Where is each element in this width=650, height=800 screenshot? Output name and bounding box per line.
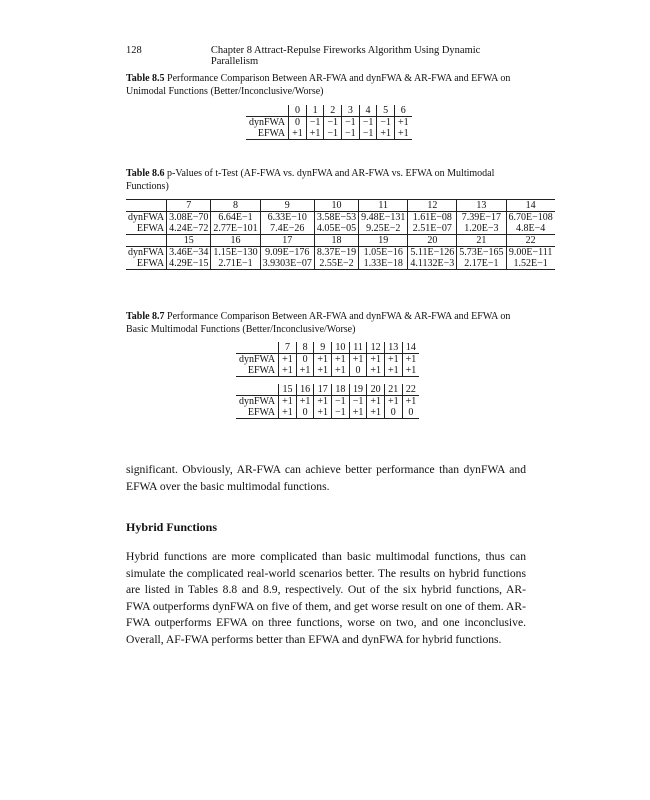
table-cell: +1	[377, 128, 395, 140]
table-cell: 0	[402, 407, 419, 419]
table-cell: +1	[367, 407, 385, 419]
table-cell: +1	[279, 354, 297, 366]
table-8-7-caption	[126, 310, 526, 336]
table-cell: 3.58E−53	[314, 212, 358, 224]
paragraph-conclusion: significant. Obviously, AR-FWA can achieve better performance than dynFWA and EFWA over the basic multimodal functions.	[126, 463, 526, 493]
table-cell: −1	[306, 117, 324, 129]
table-cell: 1.05E−16	[359, 247, 408, 259]
table-cell: +1	[306, 128, 324, 140]
table-8-5-caption	[126, 72, 526, 98]
table-row	[126, 258, 555, 270]
table-8-7	[236, 342, 419, 419]
column-header: 14	[402, 342, 419, 354]
table-cell: 6.33E−10	[260, 212, 314, 224]
table-row	[236, 365, 419, 377]
table-header-row	[236, 342, 419, 354]
paragraph-hybrid-functions: Hybrid functions are more complicated than basic multimodal functions, thus can simulate the complicated real-world scenarios better. The results on hybrid functions are listed in Tables 8.8 and 8.9, respectively. Out of the six hybrid functions, AR-FWA outperforms dynFWA on five of them, and get worse result on one of them. AR-FWA outperforms EFWA on three functions, worse on two, and one inconclusive. Overall, AF-FWA performs better than EFWA and dynFWA for hybrid functions.	[126, 550, 526, 646]
table-cell: 6.70E−108	[506, 212, 555, 224]
row-label: EFWA	[246, 128, 289, 140]
column-header: 3	[342, 105, 360, 117]
table-cell: 9.09E−176	[260, 247, 314, 259]
table-cell: 2.55E−2	[314, 258, 358, 270]
table-8-5	[246, 105, 412, 140]
column-header: 22	[506, 235, 555, 247]
table-cell: 3.46E−34	[167, 247, 211, 259]
table-header-row	[236, 384, 419, 396]
table-cell: −1	[324, 128, 342, 140]
table-cell: +1	[296, 396, 314, 408]
row-label: EFWA	[126, 223, 167, 235]
table-corner-cell	[236, 342, 279, 354]
column-header: 20	[408, 235, 457, 247]
table-cell: 5.73E−165	[457, 247, 506, 259]
table-cell: +1	[402, 354, 419, 366]
table-corner-cell	[126, 200, 167, 212]
column-header: 8	[211, 200, 260, 212]
table-row	[126, 223, 555, 235]
table-8-6	[126, 199, 555, 270]
table-cell: +1	[279, 365, 297, 377]
column-header: 13	[457, 200, 506, 212]
table-cell: −1	[342, 117, 360, 129]
table-cell: 9.48E−131	[359, 212, 408, 224]
table-corner-cell	[246, 105, 289, 117]
table-cell: −1	[359, 117, 377, 129]
table-cell: −1	[332, 396, 350, 408]
column-header: 18	[332, 384, 350, 396]
column-header: 6	[394, 105, 411, 117]
column-header: 18	[314, 235, 358, 247]
table-cell: +1	[279, 396, 297, 408]
table-cell: +1	[349, 407, 367, 419]
table-cell: +1	[394, 128, 411, 140]
column-header: 7	[279, 342, 297, 354]
column-header: 22	[402, 384, 419, 396]
column-header: 20	[367, 384, 385, 396]
table-cell: 2.71E−1	[211, 258, 260, 270]
table-cell: 5.11E−126	[408, 247, 457, 259]
table-cell: +1	[367, 396, 385, 408]
table-cell: 9.00E−111	[506, 247, 555, 259]
table-cell: 3.9303E−07	[260, 258, 314, 270]
table-cell: −1	[359, 128, 377, 140]
table-cell: +1	[402, 365, 419, 377]
table-cell: +1	[394, 117, 411, 129]
table-cell: +1	[332, 354, 350, 366]
table-cell: 0	[349, 365, 367, 377]
table-cell: 9.25E−2	[359, 223, 408, 235]
table-cell: +1	[314, 354, 332, 366]
table-8-7-label: Table 8.7	[126, 311, 165, 322]
column-header: 8	[296, 342, 314, 354]
table-cell: +1	[289, 128, 307, 140]
table-cell: 6.64E−1	[211, 212, 260, 224]
column-header: 12	[367, 342, 385, 354]
column-header: 9	[314, 342, 332, 354]
row-label: EFWA	[236, 407, 279, 419]
table-cell: 0	[296, 354, 314, 366]
column-header: 1	[306, 105, 324, 117]
column-header: 17	[314, 384, 332, 396]
table-header-row	[246, 105, 412, 117]
column-header: 10	[332, 342, 350, 354]
table-cell: 0	[384, 407, 402, 419]
table-cell: 7.4E−26	[260, 223, 314, 235]
table-cell: +1	[279, 407, 297, 419]
table-cell: 7.39E−17	[457, 212, 506, 224]
table-cell: +1	[384, 396, 402, 408]
table-row	[246, 117, 412, 129]
column-header: 15	[279, 384, 297, 396]
table-cell: −1	[332, 407, 350, 419]
table-cell: +1	[367, 365, 385, 377]
column-header: 21	[384, 384, 402, 396]
table-cell: 0	[296, 407, 314, 419]
table-8-6-label: Table 8.6	[126, 168, 165, 179]
chapter-title: Chapter 8 Attract-Repulse Fireworks Algorithm Using Dynamic Parallelism	[210, 45, 481, 67]
table-spacer-row	[236, 377, 419, 385]
column-header: 2	[324, 105, 342, 117]
table-corner-cell	[236, 384, 279, 396]
table-row	[236, 396, 419, 408]
column-header: 16	[211, 235, 260, 247]
table-cell: +1	[314, 365, 332, 377]
column-header: 0	[289, 105, 307, 117]
table-cell: +1	[349, 354, 367, 366]
table-row	[236, 407, 419, 419]
column-header: 9	[260, 200, 314, 212]
column-header: 12	[408, 200, 457, 212]
table-row	[236, 354, 419, 366]
column-header: 16	[296, 384, 314, 396]
table-cell: +1	[332, 365, 350, 377]
row-label: dynFWA	[239, 396, 276, 407]
column-header: 10	[314, 200, 358, 212]
row-label: EFWA	[126, 258, 167, 270]
table-header-row	[126, 235, 555, 247]
table-cell: 3.08E−70	[167, 212, 211, 224]
table-row	[246, 128, 412, 140]
table-8-6-caption-text: p-Values of t-Test (AF-FWA vs. dynFWA and AR-FWA vs. EFWA on Multimodal Functions)	[126, 168, 495, 192]
row-label: dynFWA	[128, 247, 165, 258]
table-cell: 1.33E−18	[359, 258, 408, 270]
column-header: 19	[359, 235, 408, 247]
table-cell: 4.24E−72	[167, 223, 211, 235]
column-header: 19	[349, 384, 367, 396]
row-label: dynFWA	[249, 117, 286, 128]
running-header	[126, 45, 526, 67]
table-cell: 4.1132E−3	[408, 258, 457, 270]
table-cell: 4.8E−4	[506, 223, 555, 235]
table-corner-cell	[126, 235, 167, 247]
column-header: 15	[167, 235, 211, 247]
table-cell: 2.17E−1	[457, 258, 506, 270]
table-8-6-caption	[126, 167, 526, 193]
table-cell: 1.20E−3	[457, 223, 506, 235]
table-cell: 4.29E−15	[167, 258, 211, 270]
table-header-row	[126, 200, 555, 212]
page-number: 128	[126, 45, 142, 56]
table-8-7-caption-text: Performance Comparison Between AR-FWA and dynFWA & AR-FWA and EFWA on Basic Multimodal Functions (Better/Inconclusive/Worse)	[126, 311, 511, 335]
table-cell: 1.52E−1	[506, 258, 555, 270]
table-cell: +1	[314, 396, 332, 408]
table-cell: +1	[296, 365, 314, 377]
table-cell: −1	[349, 396, 367, 408]
column-header: 7	[167, 200, 211, 212]
table-cell: +1	[384, 354, 402, 366]
table-cell: −1	[342, 128, 360, 140]
table-cell: −1	[324, 117, 342, 129]
table-cell: 1.15E−130	[211, 247, 260, 259]
table-8-5-label: Table 8.5	[126, 73, 165, 84]
table-cell: +1	[314, 407, 332, 419]
table-cell: 1.61E−08	[408, 212, 457, 224]
column-header: 11	[359, 200, 408, 212]
column-header: 14	[506, 200, 555, 212]
row-label: EFWA	[236, 365, 279, 377]
row-label: dynFWA	[128, 212, 165, 223]
column-header: 17	[260, 235, 314, 247]
column-header: 11	[349, 342, 367, 354]
column-header: 21	[457, 235, 506, 247]
table-row	[126, 247, 555, 259]
table-cell: 0	[289, 117, 307, 129]
column-header: 5	[377, 105, 395, 117]
table-cell: 4.05E−05	[314, 223, 358, 235]
table-cell: 2.77E−101	[211, 223, 260, 235]
section-title-hybrid-functions: Hybrid Functions	[126, 520, 218, 534]
table-cell: 8.37E−19	[314, 247, 358, 259]
table-cell: +1	[367, 354, 385, 366]
column-header: 13	[384, 342, 402, 354]
row-label: dynFWA	[239, 354, 276, 365]
table-cell: +1	[384, 365, 402, 377]
table-cell: 2.51E−07	[408, 223, 457, 235]
table-8-5-caption-text: Performance Comparison Between AR-FWA and dynFWA & AR-FWA and EFWA on Unimodal Functions (Better/Inconclusive/Worse)	[126, 73, 511, 97]
table-row	[126, 212, 555, 224]
table-cell: −1	[377, 117, 395, 129]
column-header: 4	[359, 105, 377, 117]
table-cell: +1	[402, 396, 419, 408]
